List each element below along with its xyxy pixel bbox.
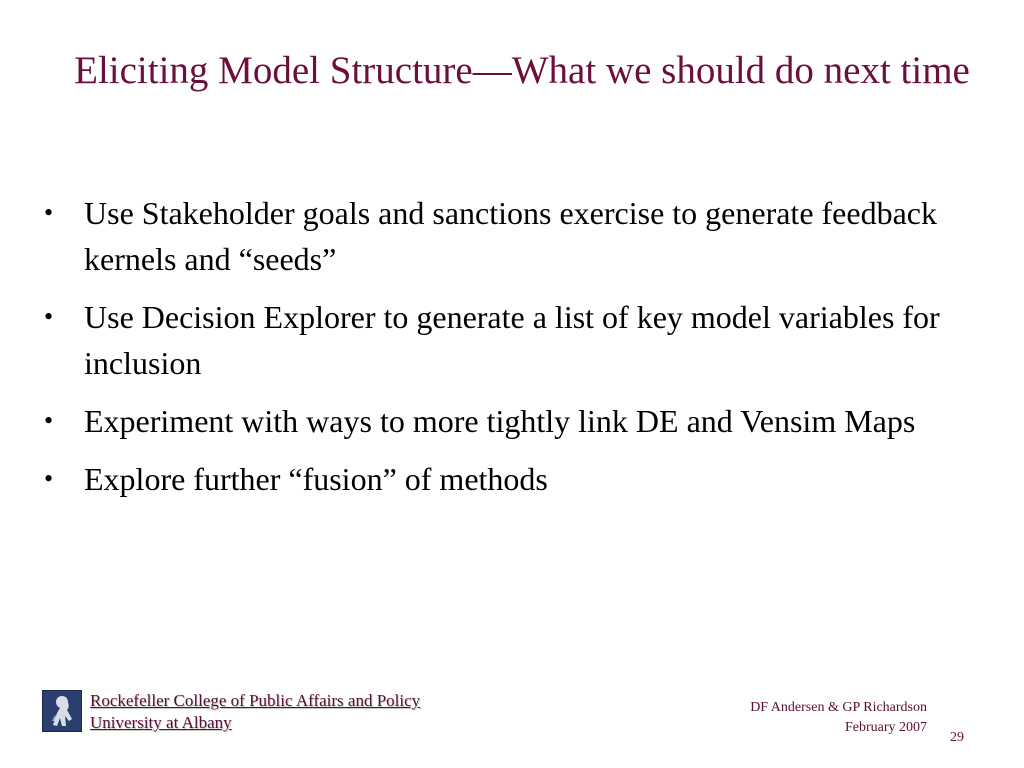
authors-text: DF Andersen & GP Richardson: [750, 700, 927, 715]
bullet-list: [44, 190, 1004, 514]
bullet-item: [44, 456, 1004, 502]
bullet-item: [44, 398, 1004, 444]
bullet-dot-icon: •: [44, 302, 54, 331]
page-number: 29: [950, 730, 964, 745]
bullet-item: [44, 294, 1004, 386]
bullet-text: Use Stakeholder goals and sanctions exercise to generate feedback kernels and “seeds”: [84, 195, 937, 277]
institution-line-2[interactable]: University at Albany: [90, 713, 232, 732]
bullet-text: Use Decision Explorer to generate a list of key model variables for inclusion: [84, 299, 940, 381]
bullet-dot-icon: •: [44, 198, 54, 227]
bullet-text: Explore further “fusion” of methods: [84, 461, 548, 497]
institution-line-1[interactable]: Rockefeller College of Public Affairs and Policy: [90, 691, 421, 710]
footer-authors: [750, 698, 927, 738]
bullet-dot-icon: •: [44, 406, 54, 435]
slide-title: Eliciting Model Structure—What we should do next time: [74, 49, 970, 92]
college-logo-icon: [42, 690, 82, 732]
footer-institution[interactable]: [90, 690, 420, 734]
bullet-text: Experiment with ways to more tightly link DE and Vensim Maps: [84, 403, 916, 439]
date-text: February 2007: [844, 720, 927, 735]
figure-silhouette-icon: [43, 691, 81, 731]
bullet-dot-icon: •: [44, 464, 54, 493]
bullet-item: [44, 190, 1004, 282]
